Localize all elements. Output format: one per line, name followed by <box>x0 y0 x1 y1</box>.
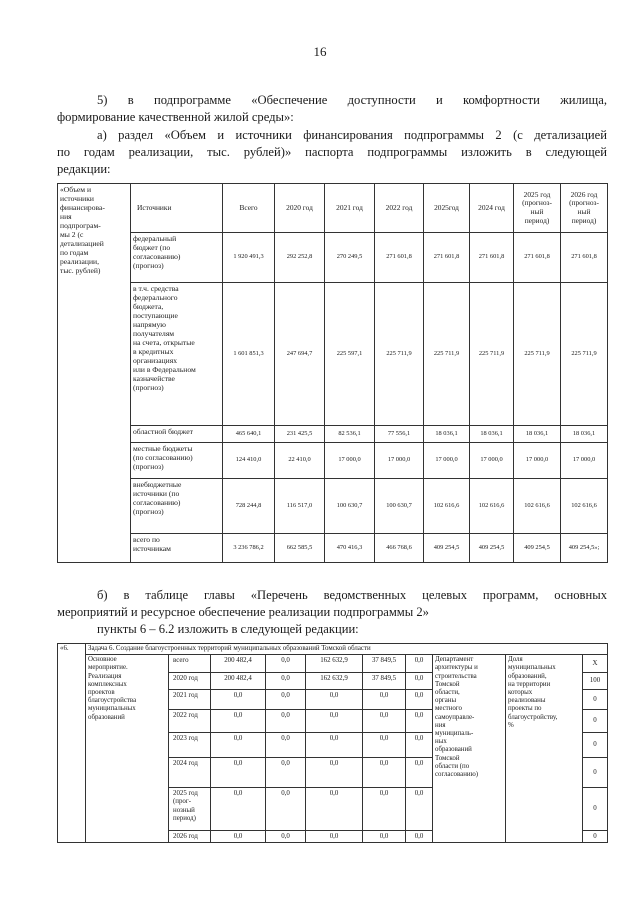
amount-cell: 102 616,6 <box>470 479 514 534</box>
amount-cell: 0,0 <box>306 710 363 733</box>
amount-cell: 0,0 <box>266 673 306 690</box>
table-row <box>58 283 608 426</box>
amount-cell: 0,0 <box>306 690 363 710</box>
column-header: Всего <box>223 184 275 233</box>
amount-cell: 0,0 <box>406 733 433 758</box>
amount-cell: 0,0 <box>406 690 433 710</box>
paragraph-b-line-3: пункты 6 – 6.2 изложить в следующей редакции: <box>97 622 359 636</box>
amount-cell: 465 640,1 <box>223 426 275 443</box>
amount-cell: 102 616,6 <box>514 479 561 534</box>
task-row <box>58 644 608 655</box>
year-cell: 2024 год <box>169 758 211 788</box>
amount-cell: 409 254,5»; <box>561 534 608 563</box>
amount-cell: 0,0 <box>306 831 363 843</box>
target-value: 0 <box>583 758 608 788</box>
amount-cell: 0,0 <box>406 655 433 673</box>
amount-cell: 0,0 <box>211 788 266 831</box>
source-label: федеральный бюджет (по согласованию) (прогноз) <box>131 233 223 283</box>
item-number: «6. <box>58 644 86 843</box>
amount-cell: 0,0 <box>363 710 406 733</box>
amount-cell: 1 920 491,3 <box>223 233 275 283</box>
paragraph-5-line-1: 5) в подпрограмме «Обеспечение доступности и комфортности жилища, <box>97 93 607 107</box>
amount-cell: 225 711,9 <box>375 283 424 426</box>
amount-cell: 0,0 <box>266 655 306 673</box>
amount-cell: 225 597,1 <box>325 283 375 426</box>
target-value: 0 <box>583 788 608 831</box>
amount-cell: 0,0 <box>266 710 306 733</box>
executor-cell: Департамент архитектуры и строительства Томской области, органы местного самоуправле- ния муниципаль- ных образований Томской области (по согласованию) <box>433 655 506 843</box>
amount-cell: 17 000,0 <box>325 443 375 479</box>
amount-cell: 0,0 <box>306 788 363 831</box>
amount-cell: 0,0 <box>266 788 306 831</box>
amount-cell: 102 616,6 <box>561 479 608 534</box>
amount-cell: 116 517,0 <box>275 479 325 534</box>
financing-table <box>57 183 608 563</box>
amount-cell: 0,0 <box>363 758 406 788</box>
year-cell: 2020 год <box>169 673 211 690</box>
table-row <box>58 426 608 443</box>
amount-cell: 0,0 <box>306 758 363 788</box>
source-label: областной бюджет <box>131 426 223 443</box>
amount-cell: 124 410,0 <box>223 443 275 479</box>
amount-cell: 0,0 <box>211 710 266 733</box>
amount-cell: 247 694,7 <box>275 283 325 426</box>
table-row <box>58 655 608 673</box>
paragraph-5-line-2: формирование качественной жилой среды»: <box>57 110 294 124</box>
amount-cell: 22 410,0 <box>275 443 325 479</box>
amount-cell: 17 000,0 <box>561 443 608 479</box>
amount-cell: 0,0 <box>211 831 266 843</box>
amount-cell: 271 601,8 <box>424 233 470 283</box>
amount-cell: 0,0 <box>266 831 306 843</box>
amount-cell: 466 768,6 <box>375 534 424 563</box>
table-header-row <box>58 184 608 233</box>
target-value: 0 <box>583 831 608 843</box>
paragraph-a-line-3: редакции: <box>57 162 111 176</box>
amount-cell: 662 585,5 <box>275 534 325 563</box>
amount-cell: 37 849,5 <box>363 673 406 690</box>
paragraph-b-line-2: мероприятий и ресурсное обеспечение реализации подпрограммы 2» <box>57 605 429 619</box>
amount-cell: 200 482,4 <box>211 673 266 690</box>
amount-cell: 271 601,8 <box>375 233 424 283</box>
paragraph-b-line-1: б) в таблице главы «Перечень ведомственных целевых программ, основных <box>97 588 607 602</box>
column-header: 2024 год <box>470 184 514 233</box>
amount-cell: 271 601,8 <box>470 233 514 283</box>
target-value: 0 <box>583 710 608 733</box>
amount-cell: 470 416,3 <box>325 534 375 563</box>
amount-cell: 18 036,1 <box>424 426 470 443</box>
target-value: 100 <box>583 673 608 690</box>
column-header: 2021 год <box>325 184 375 233</box>
amount-cell: 728 244,8 <box>223 479 275 534</box>
amount-cell: 409 254,5 <box>424 534 470 563</box>
table-row <box>58 479 608 534</box>
amount-cell: 0,0 <box>266 733 306 758</box>
amount-cell: 37 849,5 <box>363 655 406 673</box>
column-header: 2026 год (прогноз- ный период) <box>561 184 608 233</box>
amount-cell: 77 556,1 <box>375 426 424 443</box>
section-title-cell: «Объем и источники финансирова- ния подпрограм- мы 2 (с детализацией по годам реализации, тыс. рублей) <box>58 184 131 563</box>
year-cell: 2023 год <box>169 733 211 758</box>
amount-cell: 100 630,7 <box>375 479 424 534</box>
year-cell: 2025 год (прог- нозный период) <box>169 788 211 831</box>
amount-cell: 0,0 <box>363 690 406 710</box>
amount-cell: 0,0 <box>266 758 306 788</box>
amount-cell: 102 616,6 <box>424 479 470 534</box>
target-value: 0 <box>583 690 608 710</box>
amount-cell: 231 425,5 <box>275 426 325 443</box>
amount-cell: 162 632,9 <box>306 655 363 673</box>
amount-cell: 0,0 <box>306 733 363 758</box>
amount-cell: 292 252,8 <box>275 233 325 283</box>
amount-cell: 200 482,4 <box>211 655 266 673</box>
amount-cell: 17 000,0 <box>375 443 424 479</box>
amount-cell: 17 000,0 <box>470 443 514 479</box>
amount-cell: 0,0 <box>363 831 406 843</box>
amount-cell: 3 236 786,2 <box>223 534 275 563</box>
amount-cell: 0,0 <box>406 788 433 831</box>
column-header: Источники <box>131 184 223 233</box>
amount-cell: 0,0 <box>211 733 266 758</box>
amount-cell: 100 630,7 <box>325 479 375 534</box>
amount-cell: 0,0 <box>211 758 266 788</box>
amount-cell: 0,0 <box>363 788 406 831</box>
amount-cell: 225 711,9 <box>424 283 470 426</box>
indicator-cell: Доля муниципальных образований, на территории которых реализованы проекты по благоустройству, % <box>506 655 583 843</box>
amount-cell: 0,0 <box>266 690 306 710</box>
year-cell: всего <box>169 655 211 673</box>
task-title: Задача 6. Создание благоустроенных территорий муниципальных образований Томской области <box>86 644 608 655</box>
target-value: X <box>583 655 608 673</box>
target-value: 0 <box>583 733 608 758</box>
column-header: 2022 год <box>375 184 424 233</box>
amount-cell: 82 536,1 <box>325 426 375 443</box>
amount-cell: 225 711,9 <box>514 283 561 426</box>
paragraph-a-line-1: а) раздел «Объем и источники финансирования подпрограммы 2 (с детализацией <box>97 128 607 142</box>
amount-cell: 18 036,1 <box>561 426 608 443</box>
column-header: 2020 год <box>275 184 325 233</box>
amount-cell: 0,0 <box>406 673 433 690</box>
amount-cell: 18 036,1 <box>470 426 514 443</box>
source-label: в т.ч. средства федерального бюджета, поступающие напрямую получателям на счета, открытые в кредитных организациях или в Федеральном казначействе (прогноз) <box>131 283 223 426</box>
amount-cell: 17 000,0 <box>424 443 470 479</box>
table-row <box>58 443 608 479</box>
year-cell: 2022 год <box>169 710 211 733</box>
amount-cell: 0,0 <box>363 733 406 758</box>
column-header: 2025 год (прогноз- ный период) <box>514 184 561 233</box>
year-cell: 2026 год <box>169 831 211 843</box>
source-label: местные бюджеты (по согласованию) (прогноз) <box>131 443 223 479</box>
year-cell: 2021 год <box>169 690 211 710</box>
table-row <box>58 534 608 563</box>
column-header: 2025год <box>424 184 470 233</box>
amount-cell: 271 601,8 <box>514 233 561 283</box>
table-row <box>58 233 608 283</box>
amount-cell: 225 711,9 <box>561 283 608 426</box>
page-number: 16 <box>313 44 327 59</box>
amount-cell: 0,0 <box>406 710 433 733</box>
measure-name: Основное мероприятие. Реализация комплексных проектов благоустройства муниципальных образований <box>86 655 169 843</box>
amount-cell: 0,0 <box>406 758 433 788</box>
amount-cell: 271 601,8 <box>561 233 608 283</box>
amount-cell: 225 711,9 <box>470 283 514 426</box>
amount-cell: 1 601 851,3 <box>223 283 275 426</box>
amount-cell: 409 254,5 <box>470 534 514 563</box>
amount-cell: 409 254,5 <box>514 534 561 563</box>
amount-cell: 162 632,9 <box>306 673 363 690</box>
source-label: внебюджетные источники (по согласованию) (прогноз) <box>131 479 223 534</box>
measures-table <box>57 643 608 843</box>
source-label: всего по источникам <box>131 534 223 563</box>
amount-cell: 0,0 <box>406 831 433 843</box>
amount-cell: 17 000,0 <box>514 443 561 479</box>
paragraph-a-line-2: по годам реализации, тыс. рублей)» паспорта подпрограммы изложить в следующей <box>57 145 607 159</box>
amount-cell: 0,0 <box>211 690 266 710</box>
amount-cell: 270 249,5 <box>325 233 375 283</box>
amount-cell: 18 036,1 <box>514 426 561 443</box>
